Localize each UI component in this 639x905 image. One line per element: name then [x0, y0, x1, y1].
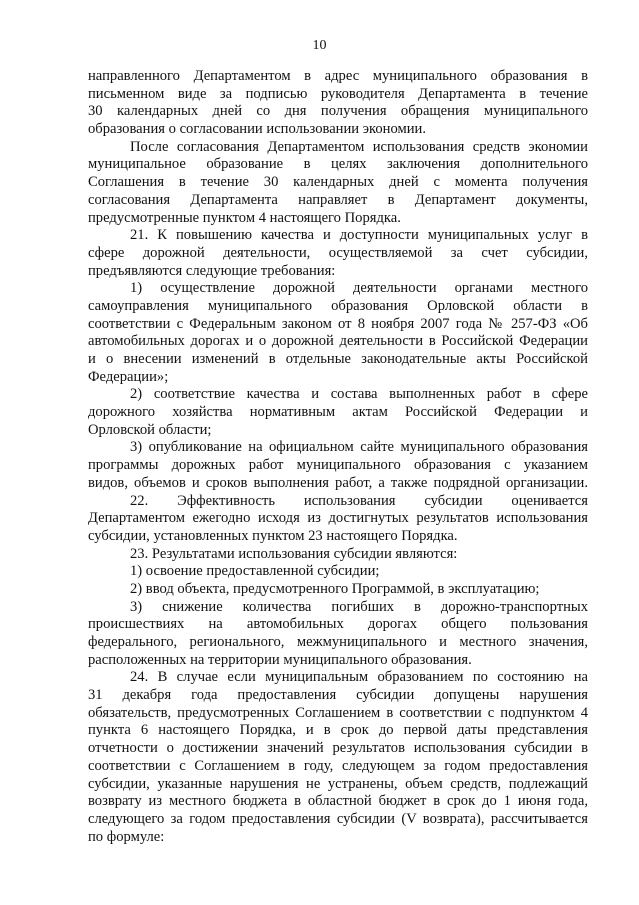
text-line: 24. В случае если муниципальным образованием по состоянию на	[130, 669, 588, 686]
document-body	[88, 68, 588, 846]
text-line: муниципальное образование в целях заключения дополнительного	[88, 156, 588, 173]
text-line: письменном виде за подписью руководителя Департамента в течение	[88, 85, 588, 102]
text-line: сфере дорожной деятельности, осуществляемой за счет субсидии,	[88, 244, 588, 261]
text-line: автомобильных дорогах и о дорожной деятельности в Российской Федерации	[88, 333, 588, 350]
text-line: расположенных на территории муниципального образования.	[88, 651, 472, 668]
text-line: 23. Результатами использования субсидии являются:	[130, 545, 458, 562]
text-line: 2) соответствие качества и состава выполненных работ в сфере	[130, 386, 588, 403]
text-line: субсидии, установленных пунктом 23 настоящего Порядка.	[88, 527, 458, 544]
text-line: видов, объемов и сроков выполнения работ, а также подрядной организации.	[88, 474, 588, 491]
text-line: 1) освоение предоставленной субсидии;	[130, 563, 380, 580]
text-line: предъявляются следующие требования:	[88, 262, 336, 279]
text-line: образования о согласовании использовании экономии.	[88, 121, 426, 138]
text-line: 2) ввод объекта, предусмотренного Программой, в эксплуатацию;	[130, 580, 540, 597]
text-line: следующего за годом предоставления субсидии (V возврата), рассчитывается	[88, 810, 588, 827]
text-line: направленного Департаментом в адрес муниципального образования в	[88, 68, 588, 84]
text-line: Департаментом ежегодно исходя из достигнутых результатов использования	[88, 510, 588, 527]
text-line: 22. Эффективность использования субсидии оценивается	[130, 492, 588, 509]
text-line: Соглашения в течение 30 календарных дней с момента получения	[88, 174, 588, 191]
text-line: субсидии, указанные нарушения не устранены, объем средств, подлежащий	[88, 775, 588, 792]
text-line: самоуправления муниципального образования Орловской области в	[88, 297, 588, 314]
text-line: 31 декабря года предоставления субсидии допущены нарушения	[88, 687, 588, 704]
text-line: предусмотренные пунктом 4 настоящего Порядка.	[88, 209, 401, 226]
text-line: обязательств, предусмотренных Соглашением в соответствии с подпунктом 4	[88, 704, 588, 721]
text-line: соответствии с Федеральным законом от 8 ноября 2007 года № 257-ФЗ «Об	[88, 315, 588, 332]
page-number: 10	[312, 38, 327, 53]
text-line: возврату из местного бюджета в областной бюджет в срок до 1 июня года,	[88, 793, 588, 810]
text-line: 30 календарных дней со дня получения обращения муниципального	[88, 103, 588, 120]
text-line: 3) опубликование на официальном сайте муниципального образования	[130, 439, 588, 456]
text-line: После согласования Департаментом использования средств экономии	[130, 138, 588, 155]
text-line: пункта 6 настоящего Порядка, и в срок до первой даты представления	[88, 722, 588, 739]
text-line: федерального, регионального, межмуниципального и местного значения,	[88, 634, 588, 650]
text-line: по формуле:	[88, 828, 165, 845]
text-line: и о внесении изменений в отдельные законодательные акты Российской	[88, 351, 588, 367]
text-line: Федерации»;	[88, 368, 169, 385]
text-line: соответствии с Соглашением в году, следующем за годом предоставления	[88, 757, 588, 774]
text-line: 3) снижение количества погибших в дорожно-транспортных	[130, 598, 588, 615]
text-line: дорожного хозяйства нормативным актам Российской Федерации и	[88, 404, 588, 421]
text-line: программы дорожных работ муниципального образования с указанием	[88, 457, 588, 474]
text-line: происшествиях на автомобильных дорогах общего пользования	[88, 616, 588, 633]
text-line: отчетности о достижении значений результатов использования субсидии в	[88, 740, 588, 757]
text-line: 1) осуществление дорожной деятельности органами местного	[130, 280, 588, 297]
text-line: Орловской области;	[88, 421, 212, 438]
text-line: 21. К повышению качества и доступности муниципальных услуг в	[130, 227, 588, 244]
text-line: согласования Департамента направляет в Департамент документы,	[88, 191, 588, 208]
